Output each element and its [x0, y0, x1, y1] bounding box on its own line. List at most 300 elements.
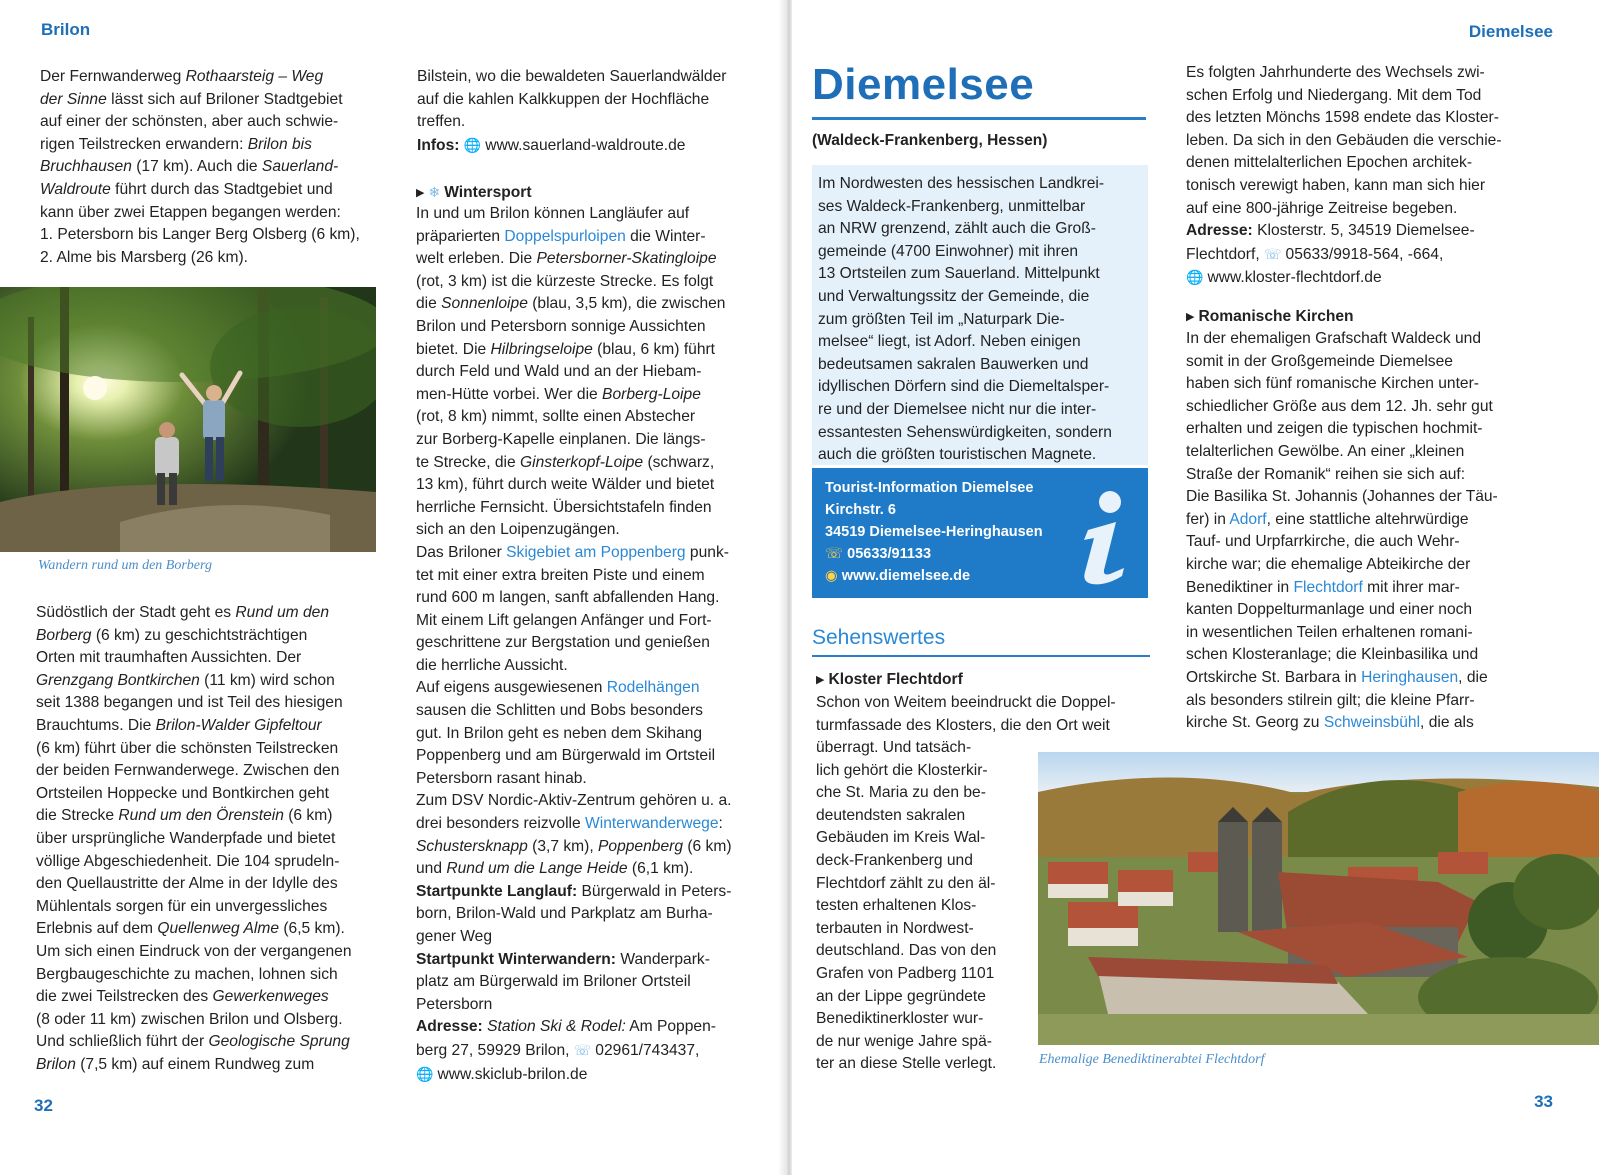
text-segment: turmfassade des Klosters, die den Ort weit: [816, 716, 1110, 734]
text-segment: www.skiclub-brilon.de: [437, 1065, 588, 1083]
highlighted-term: Flechtdorf: [1293, 578, 1363, 596]
text-line: [816, 715, 1166, 738]
text-line: [416, 384, 766, 407]
text-segment: Am Poppen-: [625, 1018, 716, 1036]
page-number-left: 32: [34, 1096, 53, 1115]
hiking-photo: [0, 287, 376, 552]
text-segment: ses Waldeck-Frankenberg, unmittelbar: [818, 197, 1086, 215]
text-line: [417, 111, 767, 134]
phone-icon: ☏: [573, 1041, 592, 1058]
photo-caption-right: Ehemalige Benediktinerabtei Flechtdorf: [1039, 1052, 1265, 1067]
italic-text: Geologische Sprung: [208, 1033, 350, 1051]
tourist-info-box: [812, 468, 1148, 598]
italic-text: Waldroute: [40, 180, 111, 198]
text-segment: überragt. Und tatsäch-: [816, 739, 972, 756]
text-segment: an NRW grenzend, zählt auch die Groß-: [818, 220, 1096, 238]
text-segment: bietet. Die: [416, 340, 491, 358]
text-segment: auf einer der schönsten, aber auch schwie-: [40, 113, 339, 131]
text-segment: Bilstein, wo die bewaldeten Sauerlandwälder: [417, 68, 727, 85]
text-segment: :: [718, 815, 723, 833]
text-segment: haben sich fünf romanische Kirchen unter-: [1186, 375, 1479, 393]
text-line: [818, 218, 1144, 241]
text-segment: Mit einem Lift gelangen Anfänger und Fort-: [416, 611, 712, 629]
text-segment: die: [416, 295, 442, 313]
text-segment: herrliche Fernsicht. Übersichtstafeln finden: [416, 498, 712, 516]
italic-text: Sauerland-: [261, 158, 339, 176]
text-segment: geschrittene zur Bergstation und genießen: [416, 634, 710, 652]
triangle-icon: ▶: [816, 674, 825, 686]
running-header-right: Diemelsee: [1468, 22, 1553, 41]
italic-text: Rund um den Örenstein: [118, 807, 284, 825]
text-segment: über ursprüngliche Wanderpfade und bietet: [36, 829, 336, 847]
text-line: [416, 881, 766, 904]
phone-icon: ☏: [1264, 245, 1282, 262]
text-line: [1186, 441, 1546, 464]
snowflake-icon: ❄: [428, 184, 441, 200]
italic-text: Brilon bis: [247, 135, 312, 153]
wintersport-heading-block: [416, 181, 766, 205]
triangle-icon: ▶: [416, 187, 425, 199]
text-segment: (6 km): [283, 807, 333, 825]
sehenswertes-rule: [812, 655, 1150, 657]
text-segment: Straße der Romanik“ reihen sie sich auf:: [1186, 465, 1466, 483]
text-segment: In der ehemaligen Grafschaft Waldeck und: [1186, 330, 1481, 347]
text-segment: punk-: [685, 543, 729, 561]
text-segment: die herrliche Aussicht.: [416, 656, 568, 674]
italic-text: Petersborner-Skatingloipe: [536, 250, 717, 268]
text-line: [1186, 175, 1546, 198]
text-segment: Es folgten Jahrhunderte des Wechsels zwi-: [1186, 64, 1485, 81]
text-segment: und Verwaltungssitz der Gemeinde, die: [818, 287, 1090, 305]
text-segment: kirche St. Georg zu: [1186, 714, 1324, 732]
text-segment: rund 600 m langen, sanft abfallenden Hang.: [416, 589, 720, 607]
text-segment: Orten mit traumhaften Aussichten. Der: [36, 649, 302, 667]
text-line: [416, 723, 766, 746]
text-line: [1186, 712, 1546, 735]
info-icon: [1066, 488, 1136, 588]
text-line: [416, 316, 766, 339]
bold-label: Adresse:: [1186, 222, 1253, 240]
text-segment: Grafen von Padberg 1101: [816, 964, 995, 982]
highlighted-term: Doppelspurloipen: [504, 227, 626, 245]
text-segment: de nur wenige Jahre spä-: [816, 1032, 992, 1050]
text-segment: auf eine 800-jährige Zeitreise begeben.: [1186, 199, 1458, 217]
text-line: [36, 670, 386, 693]
text-segment: tonisch verewigt haben, kann man sich hier: [1186, 176, 1486, 194]
italic-text: Grenzgang Bontkirchen: [36, 671, 200, 689]
text-line: [416, 474, 766, 497]
text-segment: lich gehört die Klosterkir-: [816, 761, 988, 779]
text-segment: melsee“ liegt, ist Adorf. Neben einigen: [818, 333, 1081, 351]
text-line: [36, 625, 386, 648]
text-segment: Gebäuden im Kreis Wal-: [816, 829, 986, 847]
text-line: [416, 745, 766, 768]
text-segment: (3,7 km),: [527, 837, 599, 855]
italic-text: Bruchhausen: [40, 158, 132, 176]
text-segment: Im Nordwesten des hessischen Landkrei-: [818, 175, 1105, 192]
text-segment: Ortsteilen Hoppecke und Bontkirchen geht: [36, 784, 329, 802]
kloster-heading-block: [816, 669, 1156, 692]
text-line: [36, 738, 386, 761]
text-line: [416, 971, 766, 994]
text-segment: gut. In Brilon geht es neben dem Skihang: [416, 724, 703, 742]
text-line: [36, 647, 386, 670]
text-segment: www.sauerland-waldroute.de: [485, 136, 686, 154]
text-line: [416, 1039, 766, 1063]
text-line: [416, 813, 766, 836]
section-title: Diemelsee: [812, 60, 1035, 109]
text-line: [818, 286, 1144, 309]
text-segment: schen Erfolg und Niedergang. Mit dem Tod: [1186, 86, 1482, 104]
text-segment: 2. Alme bis Marsberg (26 km).: [40, 248, 248, 266]
italic-text: der Sinne: [40, 90, 107, 108]
text-line: [816, 963, 1026, 986]
text-line: [40, 89, 385, 112]
left-column-1-top: [40, 66, 385, 269]
text-segment: Auf eigens ausgewiesenen: [416, 679, 607, 697]
italic-text: Brilon-Walder Gipfeltour: [155, 716, 322, 734]
text-line: [816, 827, 1026, 850]
text-segment: seit 1388 begangen und ist Teil des hiesigen: [36, 694, 343, 712]
text-line: [40, 179, 385, 202]
text-segment: gener Weg: [416, 928, 492, 945]
italic-text: Quellenweg Alme: [157, 920, 279, 938]
text-segment: an der Lippe gegründete: [816, 987, 986, 1005]
text-line: [818, 241, 1144, 264]
italic-text: Hilbringseloipe: [490, 340, 593, 358]
text-line: [1186, 107, 1546, 130]
text-line: [1186, 667, 1546, 690]
text-line: [40, 156, 385, 179]
text-line: [818, 309, 1144, 332]
text-line: [416, 339, 766, 362]
text-segment: des letzten Mönchs 1598 endete das Kloster-: [1186, 109, 1499, 127]
text-segment: präparierten: [416, 227, 505, 245]
italic-text: Borberg: [36, 626, 92, 644]
text-line: [416, 858, 766, 881]
text-line: [818, 263, 1144, 286]
text-segment: schen Klosteranlage; die Kleinbasilika und: [1186, 646, 1479, 664]
text-segment: idyllischen Dörfern sind die Diemeltalsper-: [818, 378, 1110, 396]
text-line: [416, 203, 766, 226]
text-segment: 13 km), führt durch weite Wälder und bietet: [416, 476, 715, 494]
bold-label: Startpunkt Winterwandern:: [416, 950, 616, 968]
text-segment: sich an den Loipenzugängen.: [416, 521, 620, 539]
text-line: [416, 949, 766, 972]
text-line: [36, 692, 386, 715]
text-line: [1186, 152, 1546, 175]
text-line: [816, 1053, 1026, 1076]
text-line: [1186, 266, 1546, 290]
text-line: [40, 224, 385, 247]
text-segment: (6 km) zu geschichtsträchtigen: [91, 626, 308, 644]
text-segment: kirche war; die ehemalige Abteikirche der: [1186, 555, 1471, 573]
text-line: [818, 354, 1144, 377]
bold-label: Startpunkte Langlauf:: [416, 882, 578, 900]
text-line: [416, 700, 766, 723]
text-segment: durch Feld und Wald und an der Hiebam-: [416, 363, 702, 381]
text-line: [416, 519, 766, 542]
text-line: [816, 895, 1026, 918]
text-segment: und: [416, 860, 447, 878]
text-line: [1186, 622, 1546, 645]
text-line: [40, 202, 385, 225]
highlighted-term: Skigebiet am Poppenberg: [506, 543, 686, 561]
text-line: [36, 783, 386, 806]
text-line: [36, 1031, 386, 1054]
italic-text: Schustersknapp: [416, 837, 528, 855]
text-line: [1186, 509, 1546, 532]
text-line: [416, 406, 766, 429]
info-name: Tourist-Information Diemelsee: [825, 480, 1034, 496]
text-line: [818, 422, 1144, 445]
triangle-icon: ▶: [1186, 311, 1195, 323]
text-segment: denen mittelalterlichen Epochen architek-: [1186, 154, 1473, 172]
page-number-right: 33: [1534, 1092, 1553, 1111]
text-line: [417, 89, 767, 112]
text-segment: (17 km). Auch die: [131, 158, 262, 176]
text-line: [1186, 85, 1546, 108]
text-segment: tet mit einer extra breiten Piste und einem: [416, 566, 705, 584]
text-line: [1186, 418, 1546, 441]
text-segment: die Winter-: [625, 227, 706, 245]
text-line: [36, 602, 386, 625]
text-segment: zur Borberg-Kapelle einplanen. Die längs-: [416, 430, 706, 448]
text-line: [1186, 62, 1546, 85]
text-line: [816, 760, 1026, 783]
text-segment: Südöstlich der Stadt geht es: [36, 604, 236, 621]
text-segment: Ortskirche St. Barbara in: [1186, 668, 1362, 686]
text-line: [416, 542, 766, 565]
text-line: [416, 677, 766, 700]
highlighted-term: Heringhausen: [1361, 668, 1459, 686]
text-line: [416, 836, 766, 859]
text-segment: 02961/743437,: [595, 1041, 700, 1059]
text-line: [416, 429, 766, 452]
text-line: [1186, 130, 1546, 153]
highlighted-term: Adorf: [1229, 510, 1267, 528]
text-line: [36, 896, 386, 919]
text-line: [417, 134, 767, 158]
text-segment: , die: [1458, 668, 1488, 686]
italic-text: Gewerkenweges: [212, 988, 329, 1006]
text-line: [818, 376, 1144, 399]
text-line: [36, 715, 386, 738]
text-line: [1186, 464, 1546, 487]
text-line: [1186, 531, 1546, 554]
left-column-1-bottom: [36, 602, 386, 1076]
bold-label: Infos:: [417, 136, 464, 154]
title-rule: [812, 117, 1146, 120]
text-line: [417, 66, 767, 89]
text-segment: re und der Diemelsee nicht nur die inter-: [818, 400, 1097, 418]
text-line: [416, 926, 766, 949]
text-segment: (blau, 3,5 km), die zwischen: [527, 295, 726, 313]
text-segment: lässt sich auf Briloner Stadtgebiet: [106, 90, 343, 108]
text-segment: zum größten Teil im „Naturpark Die-: [818, 310, 1065, 328]
italic-text: Rund um den: [235, 604, 330, 621]
text-line: [40, 247, 385, 270]
text-line: [816, 986, 1026, 1009]
text-segment: (blau, 6 km) führt: [592, 340, 716, 358]
text-line: [416, 361, 766, 384]
text-line: [36, 918, 386, 941]
bold-label: Adresse:: [416, 1018, 483, 1036]
text-segment: Bergbaugeschichte zu machen, lohnen sich: [36, 965, 338, 983]
text-line: [816, 805, 1026, 828]
text-segment: , die als: [1420, 714, 1474, 732]
italic-text: Ginsterkopf-Loipe: [520, 453, 644, 471]
text-segment: deutendsten sakralen: [816, 806, 966, 824]
globe-icon: 🌐: [416, 1065, 434, 1082]
text-segment: Benediktiner in: [1186, 578, 1294, 596]
kloster-text-wide: [816, 692, 1166, 737]
text-line: [816, 873, 1026, 896]
left-page: [0, 0, 790, 1175]
info-phone: 05633/91133: [847, 546, 932, 562]
text-line: [1186, 198, 1546, 221]
wintersport-heading: Wintersport: [444, 184, 532, 201]
text-segment: Brauchtums. Die: [36, 716, 156, 734]
text-segment: (8 oder 11 km) zwischen Brilon und Olsberg.: [36, 1010, 343, 1028]
text-segment: Tauf- und Urpfarrkirche, die auch Wehr-: [1186, 533, 1460, 551]
text-segment: Petersborn rasant hinab.: [416, 769, 587, 787]
text-line: [40, 111, 385, 134]
italic-text: Poppenberg: [598, 837, 683, 855]
info-city: 34519 Diemelsee-Heringhausen: [825, 524, 1043, 540]
text-segment: somit in der Großgemeinde Diemelsee: [1186, 352, 1453, 370]
intro-box: [812, 165, 1148, 465]
romanische-heading-block: [1186, 306, 1546, 329]
monastery-photo: [1038, 752, 1599, 1045]
italic-text: Brilon: [36, 1055, 76, 1073]
text-line: [816, 940, 1026, 963]
italic-text: Borberg-Loipe: [602, 385, 701, 403]
text-segment: gemeinde (4700 Einwohner) mit ihren: [818, 242, 1079, 260]
text-line: [416, 1016, 766, 1039]
highlighted-term: Schweinsbühl: [1323, 714, 1421, 732]
right-column-2-top: [1186, 62, 1546, 290]
text-line: [416, 768, 766, 791]
text-segment: Brilon und Petersborn sonnige Aussichten: [416, 317, 706, 335]
text-line: [416, 790, 766, 813]
globe-icon: 🌐: [1186, 269, 1204, 286]
text-segment: essantesten Sehenswürdigkeiten, sondern: [818, 423, 1112, 441]
text-segment: 1. Petersborn bis Langer Berg Olsberg (6 km),: [40, 226, 360, 244]
highlighted-term: Winterwanderwege: [585, 815, 719, 833]
text-segment: als besonders stilrein gilt; die kleine Pfarr-: [1186, 691, 1475, 709]
text-segment: (7,5 km) auf einem Rundweg zum: [75, 1055, 315, 1073]
text-segment: drei besonders reizvolle: [416, 815, 586, 833]
text-segment: (6 km): [683, 837, 732, 855]
globe-icon: 🌐: [463, 136, 482, 153]
text-segment: Und schließlich führt der: [36, 1033, 209, 1051]
text-line: [1186, 243, 1546, 267]
text-line: [36, 1009, 386, 1032]
text-line: [816, 1031, 1026, 1054]
text-segment: men-Hütte vorbei. Wer die: [416, 385, 603, 403]
text-segment: Klosterstr. 5, 34519 Diemelsee-: [1252, 222, 1475, 240]
text-line: [416, 497, 766, 520]
text-line: [1186, 644, 1546, 667]
text-segment: den Quellaustritte der Alme in der Idylle des: [36, 875, 338, 893]
text-segment: Mühlentals sorgen für ein unvergessliches: [36, 897, 328, 915]
text-segment: testen erhaltenen Klos-: [816, 897, 977, 915]
text-segment: (6 km) führt über die schönsten Teilstrecken: [36, 739, 339, 757]
text-line: [416, 655, 766, 678]
italic-text: Sonnenloipe: [441, 295, 528, 313]
right-page: [792, 0, 1599, 1175]
text-line: [36, 986, 386, 1009]
text-line: [1186, 554, 1546, 577]
kloster-heading: Kloster Flechtdorf: [828, 671, 963, 688]
text-segment: leben. Da sich in den Gebäuden die verschie-: [1186, 131, 1502, 149]
text-segment: deck-Frankenberg und: [816, 851, 973, 869]
text-segment: terbauten in Nordwest-: [816, 919, 974, 937]
text-segment: die zwei Teilstrecken des: [36, 988, 213, 1006]
text-segment: Erlebnis auf dem: [36, 920, 158, 938]
text-line: [416, 565, 766, 588]
text-line: [816, 737, 1026, 760]
text-line: [40, 66, 385, 89]
phone-icon: ☏: [825, 546, 848, 562]
intro-text: [818, 173, 1144, 467]
text-line: [1186, 577, 1546, 600]
text-segment: der beiden Fernwanderwege. Zwischen den: [36, 762, 340, 780]
text-line: [816, 692, 1166, 715]
text-segment: in wesentlichen Teilen erhaltenen romani-: [1186, 623, 1473, 641]
text-line: [36, 964, 386, 987]
kloster-text-narrow: [816, 737, 1026, 1076]
text-line: [816, 1008, 1026, 1031]
region-subtitle: (Waldeck-Frankenberg, Hessen): [812, 132, 1048, 149]
text-segment: mit ihrer mar-: [1362, 578, 1460, 596]
text-line: [36, 873, 386, 896]
text-line: [36, 760, 386, 783]
text-segment: (rot, 8 km) nimmt, sollte einen Abstecher: [416, 408, 696, 426]
text-line: [1186, 220, 1546, 243]
right-column-2-body: [1186, 328, 1546, 735]
text-line: [1186, 396, 1546, 419]
text-segment: ter an diese Stelle verlegt.: [816, 1055, 997, 1073]
text-segment: Schon von Weitem beeindruckt die Doppel-: [816, 694, 1116, 711]
text-line: [416, 994, 766, 1017]
text-segment: (rot, 3 km) ist die kürzeste Strecke. Es folgt: [416, 272, 714, 290]
text-line: [36, 941, 386, 964]
text-line: [818, 173, 1144, 196]
text-segment: auf die kahlen Kalkkuppen der Hochfläche: [417, 90, 710, 108]
text-segment: che St. Maria zu den be-: [816, 784, 986, 802]
text-line: [36, 805, 386, 828]
text-line: [1186, 599, 1546, 622]
italic-text: Station Ski & Rodel:: [487, 1018, 626, 1036]
text-segment: kanten Doppelturmanlage und einer noch: [1186, 601, 1473, 619]
text-segment: (6,1 km).: [627, 860, 694, 878]
text-segment: deutschland. Das von den: [816, 942, 997, 960]
text-line: [818, 196, 1144, 219]
info-street: Kirchstr. 6: [825, 502, 896, 518]
text-line: [416, 293, 766, 316]
text-segment: fer) in: [1186, 510, 1230, 528]
text-line: [816, 782, 1026, 805]
text-line: [1186, 690, 1546, 713]
text-line: [416, 632, 766, 655]
text-line: [416, 610, 766, 633]
text-line: [1186, 328, 1546, 351]
text-segment: Poppenberg und am Bürgerwald im Ortsteil: [416, 747, 716, 765]
text-segment: berg 27, 59929 Brilon,: [416, 1041, 574, 1059]
left-column-2-body: [416, 203, 766, 1086]
